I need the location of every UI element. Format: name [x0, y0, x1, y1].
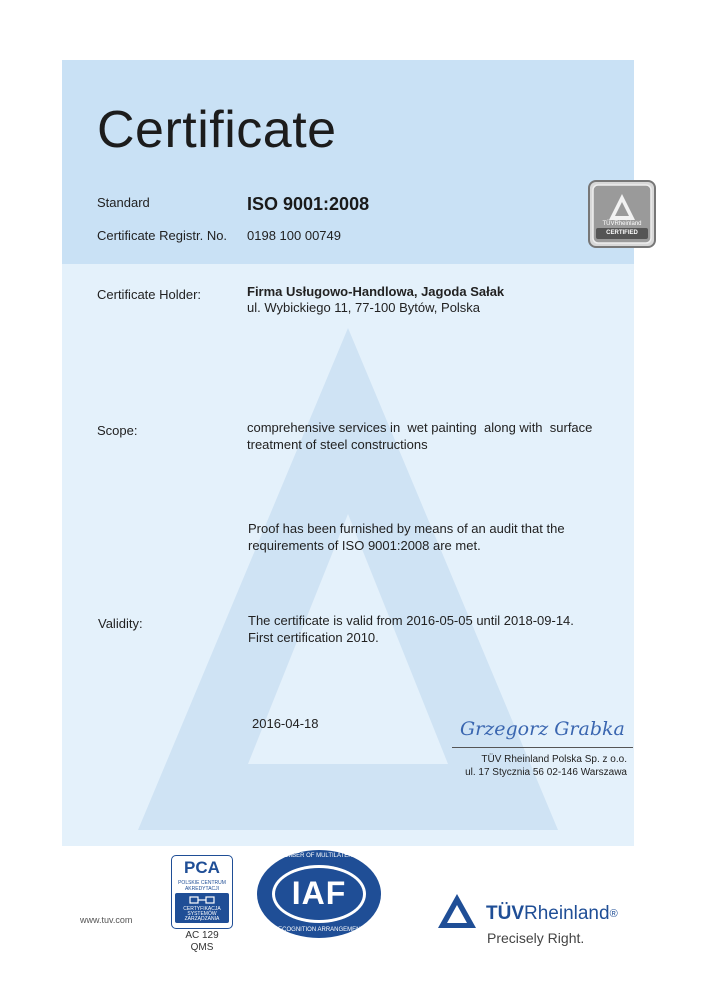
- seal-text: TÜVRheinland: [602, 221, 642, 227]
- seal-badge: CERTIFIED: [606, 230, 638, 236]
- standard-value: ISO 9001:2008: [247, 194, 370, 214]
- validity-line-1: The certificate is valid from 2016-05-05 until 2018-09-14.: [248, 613, 574, 628]
- tuv-brand-name: [486, 903, 618, 925]
- issue-date: 2016-04-18: [252, 716, 319, 731]
- tuv-seal-icon: [588, 180, 656, 248]
- validity-label: Validity:: [98, 616, 143, 631]
- holder-name: Firma Usługowo-Handlowa, Jagoda Sałak: [247, 284, 505, 299]
- website-link[interactable]: www.tuv.com: [80, 915, 133, 925]
- page-title: Certificate: [97, 101, 337, 159]
- iaf-ring-bottom: RECOGNITION ARRANGEMENT: [273, 927, 365, 933]
- pca-brand: PCA: [184, 858, 220, 877]
- pca-chain-icon: [189, 895, 215, 905]
- registration-value: 0198 100 00749: [247, 228, 341, 243]
- holder-address: ul. Wybickiego 11, 77-100 Bytów, Polska: [247, 300, 481, 315]
- scope-line-1: comprehensive services in wet painting along with surface: [247, 420, 593, 435]
- tuv-reg-mark: ®: [609, 908, 618, 920]
- signature: Grzegorz Grabka: [460, 718, 625, 740]
- registration-label: Certificate Registr. No.: [97, 228, 228, 243]
- scope-line-2: treatment of steel constructions: [247, 437, 428, 452]
- pca-type: QMS: [190, 942, 214, 953]
- scope-label: Scope:: [97, 423, 138, 438]
- pca-sub-1: POLSKIE CENTRUM: [178, 880, 226, 886]
- signature-line: [452, 747, 633, 748]
- tuv-slogan: Precisely Right.: [487, 930, 585, 946]
- iaf-abbr: IAF: [291, 875, 347, 911]
- pca-sub-2: AKREDYTACJI: [184, 886, 220, 892]
- org-line-2: ul. 17 Stycznia 56 02-146 Warszawa: [465, 767, 627, 778]
- certified-seal: [588, 180, 656, 248]
- proof-line-1: Proof has been furnished by means of an audit that the: [248, 521, 565, 536]
- tuv-name-bold: TÜV: [486, 903, 524, 924]
- standard-label: Standard: [97, 195, 150, 210]
- pca-box-1: CERTYFIKACJA: [183, 906, 221, 912]
- pca-box-3: ZARZĄDZANIA: [184, 916, 220, 922]
- org-line-1: TÜV Rheinland Polska Sp. z o.o.: [481, 754, 627, 765]
- proof-line-2: requirements of ISO 9001:2008 are met.: [248, 538, 481, 553]
- tuv-triangle-icon: [437, 893, 477, 929]
- pca-box-2: SYSTEMÓW: [187, 911, 217, 917]
- iaf-ring-top: MEMBER OF MULTILATERAL: [278, 853, 360, 859]
- holder-label: Certificate Holder:: [97, 287, 202, 302]
- pca-code: AC 129: [185, 930, 219, 941]
- tuv-name-regular: Rheinland: [524, 903, 610, 924]
- validity-line-2: First certification 2010.: [248, 630, 379, 645]
- iaf-logo: [256, 849, 382, 939]
- pca-logo: [171, 855, 233, 953]
